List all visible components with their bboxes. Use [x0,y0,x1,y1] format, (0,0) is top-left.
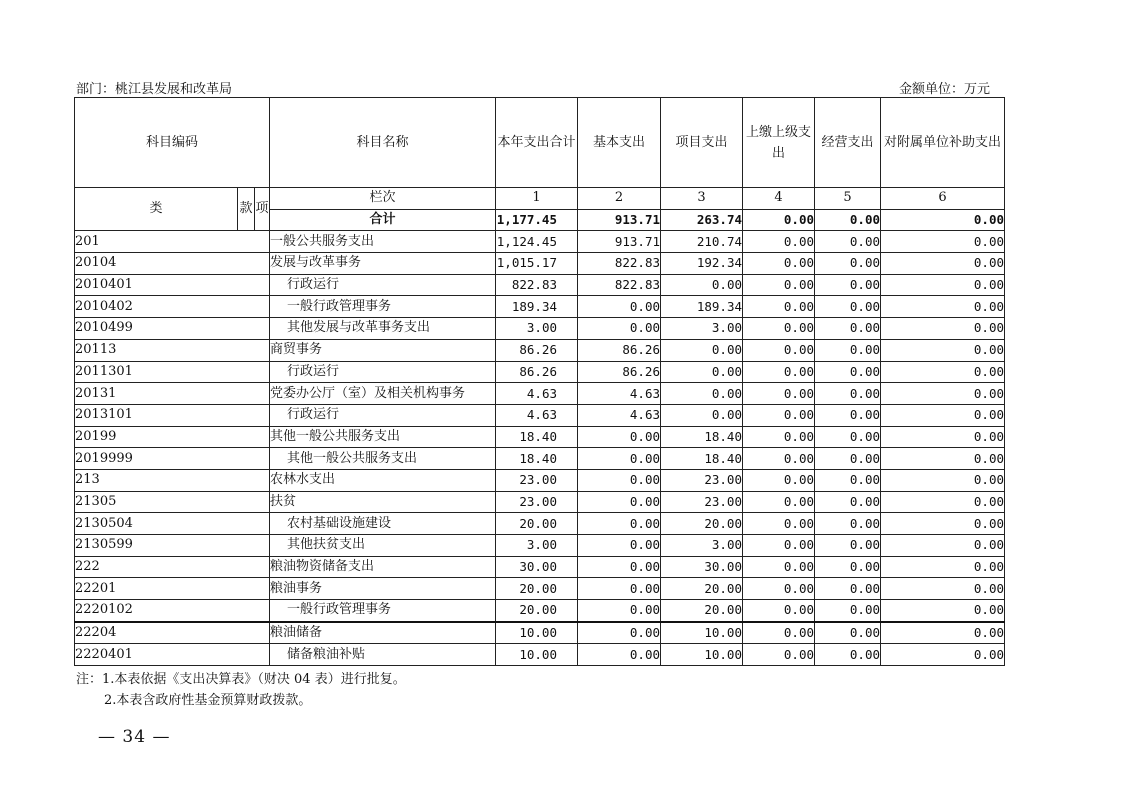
table-row [75,600,1005,622]
row-amount: 0.00 [578,296,661,318]
row-amount: 0.00 [815,469,881,491]
row-amount: 0.00 [743,513,815,535]
row-amount: 0.00 [881,556,1005,578]
row-amount: 0.00 [815,622,881,644]
row-amount: 0.00 [578,535,661,557]
row-code: 213 [75,469,270,491]
row-name: 党委办公厅（室）及相关机构事务 [270,383,496,405]
row-amount: 0.00 [578,622,661,644]
row-amount: 3.00 [496,535,578,557]
row-amount: 0.00 [578,491,661,513]
row-code: 2010401 [75,274,270,296]
table-row [75,644,1005,666]
table-row [75,361,1005,383]
col-header-code: 科目编码 [75,98,270,188]
column-index-cell: 4 [743,188,815,210]
amount-unit-label: 金额单位：万元 [899,82,991,97]
row-amount: 0.00 [578,578,661,600]
col-header-project: 项目支出 [661,98,743,188]
row-amount: 822.83 [578,274,661,296]
row-amount: 0.00 [743,339,815,361]
row-amount: 4.63 [496,404,578,426]
table-row [75,491,1005,513]
col-header-name: 科目名称 [270,98,496,188]
row-amount: 18.40 [661,426,743,448]
note-line-1: 注：1.本表依据《支出决算表》（财决 04 表）进行批复。 [76,672,406,687]
row-amount: 0.00 [743,535,815,557]
table-row [75,513,1005,535]
row-amount: 20.00 [661,578,743,600]
row-amount: 86.26 [496,361,578,383]
row-name: 商贸事务 [270,339,496,361]
row-name: 储备粮油补贴 [270,644,496,666]
row-amount: 913.71 [578,231,661,253]
row-amount: 0.00 [881,404,1005,426]
column-index-cell: 3 [661,188,743,210]
total-cell: 1,177.45 [496,209,578,231]
table-row [75,469,1005,491]
row-amount: 0.00 [578,600,661,622]
row-amount: 30.00 [496,556,578,578]
table-row [75,404,1005,426]
notes [76,669,406,711]
row-amount: 4.63 [578,383,661,405]
row-amount: 0.00 [815,578,881,600]
row-name: 粮油物资储备支出 [270,556,496,578]
table-row [75,339,1005,361]
row-code: 2019999 [75,448,270,470]
row-amount: 0.00 [881,622,1005,644]
row-code: 20104 [75,253,270,275]
row-amount: 0.00 [815,404,881,426]
row-amount: 23.00 [496,491,578,513]
row-amount: 0.00 [815,361,881,383]
row-amount: 3.00 [496,318,578,340]
row-amount: 0.00 [578,318,661,340]
row-code: 21305 [75,491,270,513]
row-name: 行政运行 [270,361,496,383]
table-row [75,253,1005,275]
table-row [75,535,1005,557]
row-amount: 0.00 [661,339,743,361]
row-name: 一般公共服务支出 [270,231,496,253]
table-row [75,274,1005,296]
row-amount: 822.83 [578,253,661,275]
row-amount: 10.00 [661,622,743,644]
row-amount: 210.74 [661,231,743,253]
row-amount: 86.26 [496,339,578,361]
table-row [75,448,1005,470]
row-amount: 0.00 [578,426,661,448]
expenditure-table [74,97,1005,666]
table-row [75,318,1005,340]
column-index-cell: 1 [496,188,578,210]
row-amount: 0.00 [743,556,815,578]
row-code: 20131 [75,383,270,405]
row-amount: 18.40 [496,448,578,470]
row-amount: 0.00 [661,274,743,296]
total-cell: 0.00 [881,209,1005,231]
row-amount: 0.00 [881,339,1005,361]
row-amount: 23.00 [661,491,743,513]
row-amount: 189.34 [661,296,743,318]
total-cell: 263.74 [661,209,743,231]
column-index-cell: 6 [881,188,1005,210]
row-name: 农林水支出 [270,469,496,491]
row-amount: 4.63 [496,383,578,405]
row-amount: 189.34 [496,296,578,318]
row-amount: 0.00 [815,535,881,557]
row-name: 粮油事务 [270,578,496,600]
row-amount: 0.00 [815,274,881,296]
row-amount: 0.00 [815,426,881,448]
row-amount: 0.00 [743,469,815,491]
row-name: 行政运行 [270,274,496,296]
row-name: 农村基础设施建设 [270,513,496,535]
col-header-xiang: 项 [255,188,270,231]
row-name: 粮油储备 [270,622,496,644]
row-amount: 0.00 [578,644,661,666]
row-amount: 0.00 [881,535,1005,557]
row-amount: 0.00 [881,274,1005,296]
row-amount: 0.00 [743,383,815,405]
row-amount: 0.00 [743,644,815,666]
row-amount: 0.00 [815,600,881,622]
row-amount: 0.00 [743,404,815,426]
row-amount: 20.00 [496,578,578,600]
row-code: 2010499 [75,318,270,340]
column-index-label: 栏次 [270,188,496,210]
column-index-row [75,188,1005,210]
table-row [75,622,1005,644]
row-amount: 192.34 [661,253,743,275]
column-index-cell: 5 [815,188,881,210]
table-row [75,296,1005,318]
row-amount: 0.00 [815,318,881,340]
header-row [75,98,1005,188]
row-amount: 0.00 [881,491,1005,513]
col-header-kuan: 款 [238,188,255,231]
col-header-subsidy: 对附属单位补助支出 [881,98,1005,188]
row-name: 发展与改革事务 [270,253,496,275]
col-header-business: 经营支出 [815,98,881,188]
row-amount: 0.00 [881,253,1005,275]
row-amount: 1,015.17 [496,253,578,275]
row-amount: 10.00 [496,622,578,644]
row-amount: 0.00 [661,361,743,383]
row-code: 2010402 [75,296,270,318]
row-code: 2011301 [75,361,270,383]
note-line-2: 2.本表含政府性基金预算财政拨款。 [104,693,312,708]
row-amount: 0.00 [743,318,815,340]
row-amount: 86.26 [578,361,661,383]
row-name: 其他扶贫支出 [270,535,496,557]
row-amount: 0.00 [743,361,815,383]
row-amount: 23.00 [496,469,578,491]
row-amount: 86.26 [578,339,661,361]
row-amount: 0.00 [578,556,661,578]
total-cell: 0.00 [815,209,881,231]
row-amount: 18.40 [661,448,743,470]
total-label: 合计 [270,209,496,231]
row-amount: 23.00 [661,469,743,491]
department-label: 部门：桃江县发展和改革局 [76,82,233,97]
row-amount: 0.00 [881,469,1005,491]
row-name: 其他一般公共服务支出 [270,448,496,470]
row-amount: 0.00 [815,296,881,318]
row-code: 222 [75,556,270,578]
row-name: 其他一般公共服务支出 [270,426,496,448]
row-amount: 30.00 [661,556,743,578]
row-name: 行政运行 [270,404,496,426]
row-amount: 0.00 [743,231,815,253]
row-amount: 10.00 [496,644,578,666]
row-amount: 0.00 [578,469,661,491]
row-code: 2013101 [75,404,270,426]
row-amount: 0.00 [881,578,1005,600]
row-amount: 0.00 [881,448,1005,470]
row-amount: 0.00 [815,491,881,513]
row-amount: 0.00 [881,296,1005,318]
row-amount: 0.00 [743,578,815,600]
row-amount: 0.00 [743,426,815,448]
col-header-upper: 上缴上级支出 [743,98,815,188]
col-header-total: 本年支出合计 [496,98,578,188]
row-amount: 1,124.45 [496,231,578,253]
row-amount: 3.00 [661,535,743,557]
row-amount: 0.00 [815,644,881,666]
row-code: 2130599 [75,535,270,557]
row-amount: 0.00 [743,274,815,296]
table-row [75,556,1005,578]
row-amount: 0.00 [881,361,1005,383]
row-amount: 20.00 [661,513,743,535]
row-amount: 0.00 [743,448,815,470]
row-code: 20199 [75,426,270,448]
row-name: 其他发展与改革事务支出 [270,318,496,340]
row-name: 一般行政管理事务 [270,600,496,622]
row-name: 扶贫 [270,491,496,513]
total-cell: 0.00 [743,209,815,231]
row-amount: 0.00 [743,491,815,513]
col-header-basic: 基本支出 [578,98,661,188]
row-amount: 0.00 [815,339,881,361]
row-amount: 0.00 [743,600,815,622]
table-row [75,383,1005,405]
row-code: 22204 [75,622,270,644]
row-name: 一般行政管理事务 [270,296,496,318]
row-amount: 0.00 [881,426,1005,448]
row-code: 2130504 [75,513,270,535]
column-index-cell: 2 [578,188,661,210]
row-amount: 20.00 [496,600,578,622]
row-amount: 0.00 [743,296,815,318]
row-amount: 0.00 [743,253,815,275]
row-amount: 0.00 [881,513,1005,535]
row-amount: 0.00 [815,448,881,470]
row-amount: 0.00 [578,448,661,470]
row-amount: 0.00 [815,383,881,405]
row-amount: 20.00 [661,600,743,622]
table-row [75,426,1005,448]
row-amount: 0.00 [743,622,815,644]
row-amount: 4.63 [578,404,661,426]
row-code: 2220102 [75,600,270,622]
row-code: 22201 [75,578,270,600]
col-header-lei: 类 [75,188,238,231]
row-amount: 0.00 [815,253,881,275]
page-number: — 34 — [98,727,171,747]
row-amount: 0.00 [661,383,743,405]
row-amount: 0.00 [815,556,881,578]
row-amount: 0.00 [578,513,661,535]
table-row [75,578,1005,600]
row-amount: 10.00 [661,644,743,666]
row-amount: 18.40 [496,426,578,448]
row-code: 2220401 [75,644,270,666]
total-cell: 913.71 [578,209,661,231]
row-amount: 0.00 [661,404,743,426]
row-amount: 0.00 [881,231,1005,253]
table-row [75,231,1005,253]
row-amount: 0.00 [881,383,1005,405]
row-amount: 0.00 [881,644,1005,666]
row-amount: 3.00 [661,318,743,340]
row-amount: 822.83 [496,274,578,296]
row-amount: 0.00 [815,513,881,535]
row-amount: 0.00 [881,600,1005,622]
row-code: 20113 [75,339,270,361]
row-amount: 20.00 [496,513,578,535]
row-code: 201 [75,231,270,253]
row-amount: 0.00 [881,318,1005,340]
row-amount: 0.00 [815,231,881,253]
